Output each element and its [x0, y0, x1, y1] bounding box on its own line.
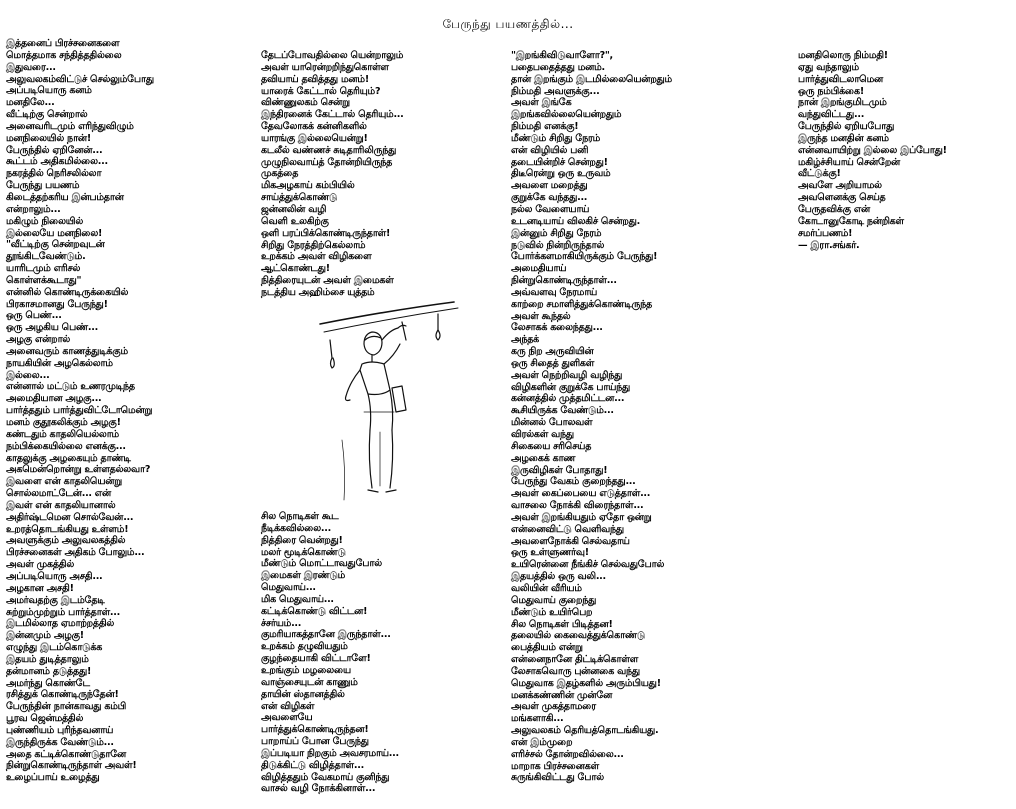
poem-line: மகிழ்ச்சியாய் சென்றேன்	[798, 156, 901, 168]
poem-line: சமர்ப்பணம்!	[798, 227, 853, 239]
poem-line: இல்லையே மனநிலை!	[6, 227, 103, 239]
poem-line: நடுவில் நின்றிருந்தால்	[511, 239, 605, 251]
poem-line: இந்திரனைக் கேட்டால் தெரியும்...	[261, 109, 404, 121]
poem-line: ஒரு நம்பிக்கை!	[798, 85, 864, 97]
poem-line: நிம்மதி அவளுக்கு...	[511, 85, 600, 97]
poem-line: வந்துவிட்டது...	[798, 109, 865, 121]
poem-line: யாரங்கு இல்லையென்று!	[261, 132, 368, 144]
poem-line: அவளே அறியாமல்	[798, 180, 882, 192]
poem-line: தூங்கிடவேண்டும்.	[6, 251, 86, 263]
poem-line: வீட்டிற்கு சென்றால்	[6, 109, 88, 121]
poem-line: முழுநிலவாய்த் தோன்றியிருந்த	[261, 156, 393, 168]
poem-line: லேசாகக் கலைந்தது...	[511, 322, 603, 334]
poem-line: நல்ல வேளையாய்	[511, 203, 590, 215]
poem-line: இல்லை...	[6, 369, 50, 381]
poem-line: மெதுவாக இதழ்களில் அரும்பியது!	[511, 677, 661, 689]
poem-line: உழைப்பாய் உழைத்து	[6, 772, 100, 784]
poem-line: தேவலோகக் கன்னிகளில்	[261, 121, 367, 133]
poem-line: வெளி உலகிற்கு	[261, 215, 329, 227]
poem-line: அவள் கூந்தல்	[511, 310, 571, 322]
poem-line: அவள் முகத்தாமரை	[511, 701, 596, 713]
poem-line: அவளெனக்கு செய்த	[798, 192, 886, 204]
page-title: பேருந்து பயணத்தில்...	[442, 17, 574, 31]
poem-line: சில நொடிகள் பிடித்தன!	[511, 618, 613, 630]
poem-line: கன்னத்தில் முத்தமிட்டன...	[511, 393, 625, 405]
poem-line: என் இம்முறை	[511, 736, 573, 748]
poem-line: அவ்வளவு நேரமாய்	[511, 286, 598, 298]
poem-line: மலர் மூடிக்கொண்டு	[261, 546, 346, 558]
poem-column-4	[798, 50, 947, 251]
poem-line: அவள் முகத்தில்	[6, 559, 75, 571]
poem-line: தான் இறங்கும் இடமில்லையென்றதும்	[511, 73, 672, 85]
poem-line: தன்மானம் தடுத்தது!	[6, 665, 92, 677]
poem-line: அவள் இங்கே	[511, 97, 572, 109]
poem-line: மகிழும் நிலையில்	[6, 215, 83, 227]
poem-line: அழகு என்றால்	[6, 334, 71, 346]
poem-line: கண்டதும் காதலியெல்லாம்	[6, 428, 119, 440]
poem-line: கூசியிருக்க வேண்டும்...	[511, 405, 614, 417]
poem-line: பேருந்தில் ஏறினேன்...	[6, 144, 103, 156]
poem-line: விரல்கள் வந்து	[511, 429, 574, 440]
poem-line: பேருந்தின் நான்காவது கம்பி	[6, 701, 127, 713]
poem-line: தடையின்றிச் சென்றது!	[511, 156, 608, 168]
poem-line: அவள் யாரென்றறிந்துகொள்ள	[261, 61, 389, 73]
poem-line: போர்க்களமாகியிருக்கும் பேருந்து!	[511, 251, 658, 263]
woman-sketch-icon	[302, 300, 482, 505]
poem-line: ஒரு அழகிய பெண்...	[6, 322, 98, 334]
poem-line: இப்படியா நிறகும் அவசரமாய்...	[261, 747, 399, 759]
poem-column-1	[6, 38, 154, 784]
poem-line: சுருங்கிவிட்டது போல்	[511, 772, 604, 784]
poem-line: இதயத்தில் ஒரு வலி...	[511, 571, 606, 583]
poem-line: உறரத்தொடங்கியது உள்ளம்!	[6, 523, 129, 535]
poem-line: அவளையே	[261, 712, 313, 724]
poem-line: சுற்றும்முற்றும் பார்த்தாள்...	[6, 606, 120, 618]
poem-line: நம்பிக்கையில்லை எனக்கு...	[6, 440, 126, 452]
poem-line: மீண்டும் மொட்டாவதுபோல்	[261, 558, 382, 570]
poem-line: பேருந்து வேகம் குறைந்தது...	[511, 476, 636, 488]
poem-line: மனதிலே...	[6, 97, 55, 109]
poem-line: பிரகாசமானது பேருந்து!	[6, 298, 108, 310]
poem-line: அவள் நெற்றிவழி வழிந்து	[511, 369, 623, 381]
poem-line: இருவிழிகள் போதாது!	[511, 464, 608, 476]
poem-line: ஆட்கொண்டது!	[261, 263, 330, 275]
poem-line: பேருதவிக்கு என்	[798, 203, 871, 215]
poem-line: மங்களாகி...	[511, 713, 564, 725]
poem-line: மாறாக பிரச்சனைகள்	[511, 760, 599, 772]
poem-line: அதை கட்டிக்கொண்டுதானே	[6, 748, 127, 760]
poem-line: இன்னும் சிறிது நேரம்	[511, 227, 602, 239]
poem-line: அவளுக்கும் அலுவலகத்தில்	[6, 535, 126, 547]
poem-line: கூட்டம் அதிகமில்லை...	[6, 156, 108, 168]
poem-line: அந்தக்	[511, 334, 540, 346]
poem-line: தேடப்போவதில்லை யென்றாலும்	[261, 50, 404, 61]
poem-line: ஒரு சிதைத் துளிகள்	[511, 357, 595, 369]
poem-line: புண்ணியம் புரிந்தவனாய்	[6, 724, 114, 736]
poem-line: முகத்தை	[261, 168, 299, 180]
poem-line: யாரிடமும் எரிசல்	[6, 263, 81, 275]
poem-line: குழந்தையாகி விட்டாளே!	[261, 653, 371, 665]
poem-line: பைத்தியம் என்று	[511, 642, 583, 654]
poem-line: இதுவரை...	[6, 61, 56, 73]
poem-line: சிறிது நேரத்திற்கெல்லாம்	[261, 239, 366, 251]
poem-line: இமைகள் இரண்டும்	[261, 570, 346, 582]
poem-line: என்னில் கொண்டிருக்கையில்	[6, 286, 129, 298]
poem-line: குறுக்கே வந்தது...	[511, 192, 588, 204]
poem-line: சிகையை சரிசெய்த	[511, 440, 592, 452]
poem-line: மனக்கண்ணின் முன்னே	[511, 689, 613, 701]
poem-line: விண்ணுலகம் சென்று	[261, 97, 350, 109]
poem-line: "வீட்டிற்கு சென்றவுடன்	[6, 239, 105, 251]
poem-line: ஒரு பெண்...	[6, 310, 62, 322]
poem-line: மொத்தமாக சந்தித்ததில்லை	[6, 49, 122, 61]
poem-column-2-top	[261, 50, 404, 299]
poem-line: என்னால் மட்டும் உணரமுடிந்த	[6, 381, 135, 393]
poem-line: "இறங்கிவிடுவாளோ?",	[511, 50, 613, 61]
poem-line: ரசித்துக் கொண்டிருந்தேன்!	[6, 689, 119, 701]
poem-line: அழகைக் காண	[511, 452, 576, 464]
poem-line: இறங்கவில்லையென்றதும்	[511, 109, 622, 121]
poem-line: வாசல் வழி நோக்கினாள்...	[261, 783, 376, 795]
poem-line: இவள் என் காதலியானால்	[6, 499, 116, 511]
poem-line: பூரவ ஜென்மத்தில்	[6, 713, 84, 725]
poem-line: இருந்திருக்க வேண்டும்...	[6, 736, 114, 748]
poem-line: என்றாலும்...	[6, 203, 61, 215]
poem-line: விழித்ததும் வேகமாய் குனிந்து	[261, 771, 390, 783]
poem-line: ச்சர்யம்...	[261, 617, 302, 629]
poem-line: எழுந்து இடம்கொடுக்க	[6, 642, 103, 654]
poem-line: அமைதியான அழகு...	[6, 393, 102, 405]
poem-line: அமர்ந்து கொண்டே	[6, 677, 90, 689]
poem-line: அவள் இறங்கியதும் ஏதோ ஒன்று	[511, 511, 652, 523]
poem-line: பிரச்சனைகள் அதிகம் போலும்...	[6, 547, 145, 559]
poem-line: வாசலை நோக்கி விரைந்தாள்...	[511, 500, 644, 512]
poem-line: ஒரு உள்ளுணர்வு!	[511, 547, 589, 559]
poem-line: லேசாகவொரு புன்னகை வந்து	[511, 665, 640, 677]
poem-line: தாயின் ஸ்தானத்தில்	[261, 688, 345, 700]
poem-line: அவளைநோக்கி செல்வதாய்	[511, 535, 630, 547]
poem-line: உயிரென்னை நீங்கிச் செல்வதுபோல்	[511, 559, 665, 571]
poem-line: பேருந்து பயணம்	[6, 180, 80, 192]
poem-line: ஜன்னலின் வழி	[261, 203, 327, 215]
poem-line: உறங்கும் மழலையை	[261, 664, 351, 676]
poem-column-3	[511, 50, 672, 784]
poem-line: கிடைத்தற்கரிய இன்பம்தான்	[6, 191, 124, 203]
poem-line: பேருந்தில் ஏறியபோது	[798, 121, 895, 133]
poem-line: அலுவலகம் தெரியத்தொடங்கியது.	[511, 725, 659, 737]
poem-line: ஒளி பரப்பிக்கொண்டிருந்தாள்!	[261, 227, 391, 239]
poem-line: நித்திரை வென்றது!	[261, 534, 343, 546]
poem-line: கட்டிக்கொண்டு விட்டன!	[261, 605, 368, 617]
poem-line: என்னைநானே திட்டிக்கொள்ள	[511, 654, 639, 666]
poem-line: சாய்த்துக்கொண்டு	[261, 192, 338, 204]
poem-line: அப்படியொரு அசதி...	[6, 570, 103, 582]
poem-line: அனைவரும் காணத்துடிக்கும்	[6, 345, 128, 357]
poem-line: இவளை என் காதலியென்று	[6, 476, 123, 488]
poem-line: கடலீல் வண்ணச் சுடிதாரிலிருந்து	[261, 144, 397, 156]
poem-line: அழகான அசதி!	[6, 582, 74, 594]
poem-line: அமைதியாய்	[511, 263, 567, 275]
poem-line: மெதுவாய்...	[261, 582, 316, 594]
poem-line: பார்த்துக்கொண்டிருந்தன!	[261, 724, 369, 736]
poem-line: தவியாய் தவித்தது மனம்!	[261, 73, 369, 85]
poem-line: உறக்கம் அவள் விழிகளை	[261, 251, 372, 263]
poem-line: உடனடியாய் விலகிச் சென்றது.	[511, 215, 640, 227]
poem-line: மனதிலொரு நிம்மதி!	[798, 50, 888, 61]
poem-line: — இரா.சங்கர்.	[798, 239, 860, 251]
poem-line: திடீரென்று ஒரு உருவம்	[511, 168, 611, 180]
poem-line: நகரத்தில் நெரிசலில்லா	[6, 168, 102, 180]
poem-line: மின்னல் போலவள்	[511, 417, 593, 429]
poem-line: வாஞ்சையுடன் காணும்	[261, 676, 358, 688]
poem-line: என்னவாயிற்று இல்லை இப்போது!	[798, 144, 947, 156]
poem-line: நீடிக்கவில்லை...	[261, 522, 331, 534]
poem-line: பாறாய்ப் போன பேருந்து	[261, 736, 369, 748]
poem-line: இடமில்லாத ஏமாற்றத்தில்	[6, 618, 115, 630]
poem-line: வலியின் வீரியம்	[511, 582, 582, 594]
poem-line: சொல்லமாட்டேன்... என்	[6, 488, 111, 500]
poem-line: மிகஅழகாய் கம்பியில்	[261, 180, 355, 192]
poem-line: உறக்கம் தழுவியதும்	[261, 641, 348, 653]
poem-line: என்னைவிட்டு வெளிவந்து	[511, 523, 624, 535]
poem-line: மனநிலையில் நான்!	[6, 132, 92, 144]
poem-line: எரிச்சல் தோன்றவில்லை...	[511, 748, 624, 760]
poem-line: நிம்மதி எனக்கு!	[511, 121, 579, 133]
poem-line: அவள் கைப்பையை எடுத்தாள்...	[511, 488, 651, 500]
poem-line: நித்திரையுடன் அவள் இமைகள்	[261, 275, 394, 287]
poem-line: வீட்டுக்கு!	[798, 168, 841, 180]
poem-line: நின்றுகொண்டிருந்தாள்...	[511, 275, 617, 287]
poem-line: நடத்திய அஹிம்சை யுத்தம்	[261, 286, 375, 298]
poem-line: காற்றை சமாளித்துக்கொண்டிருந்த	[511, 298, 652, 310]
poem-line: என் விழியில் பனி	[511, 144, 589, 156]
poem-line: பார்த்துவிடலாமென	[798, 73, 884, 85]
poem-line: காதலுக்கு அழகையும் தாண்டி	[6, 452, 131, 464]
poem-line: திடுக்கிட்டு விழித்தாள்...	[261, 759, 364, 771]
poem-column-2-bottom	[261, 511, 399, 795]
poem-line: அப்படியொரு கனம்	[6, 85, 92, 97]
poem-line: நின்றுகொண்டிருந்தாள் அவள்!	[6, 760, 137, 772]
poem-line: தலையில் கைவைத்துக்கொண்டு	[511, 630, 646, 642]
poem-line: கொள்ளக்கூடாது"	[6, 274, 82, 286]
poem-line: மெதுவாய் குறைந்து	[511, 594, 597, 606]
poem-line: அனைவரிடமும் எரிந்துவிழும்	[6, 120, 134, 132]
poem-line: கரு நிற அருவியின்	[511, 346, 594, 358]
poem-line: அகமென்றொன்று உள்ளதல்லவா?	[6, 464, 151, 476]
poem-line: கோடானுகோடி நன்றிகள்	[798, 215, 904, 227]
poem-line: அவளை மறைத்து	[511, 180, 588, 192]
poem-line: இத்தனைப் பிரச்சனைகளை	[6, 38, 120, 49]
poem-line: இதயம் துடித்தாலும்	[6, 653, 89, 665]
poem-line: மீண்டும் உயிர்பெற	[511, 606, 593, 618]
poem-line: யாரைக் கேட்டால் தெரியும்?	[261, 85, 381, 97]
poem-line: பார்த்ததும் பார்த்துவிட்டோமென்று	[6, 405, 153, 417]
poem-line: மனம் குதூகலிக்கும் அழகு!	[6, 417, 121, 428]
poem-line: அதிர்ஷ்டமென சொல்வேன்...	[6, 511, 134, 523]
poem-line: ஏது வந்தாலும்	[798, 61, 859, 73]
poem-line: சில நொடிகள் கூட	[261, 511, 339, 522]
poem-line: மீண்டும் சிறிது நேரம்	[511, 132, 601, 144]
poem-line: இருந்த மனதின் கனம்	[798, 132, 889, 144]
poem-line: இன்னமும் அழகு!	[6, 630, 84, 642]
poem-line: நாயகியின் அழகெல்லாம்	[6, 357, 113, 369]
poem-line: நான் இறங்குமிடமும்	[798, 97, 887, 109]
poem-line: அமர்வதற்கு இடம்தேடி	[6, 594, 105, 606]
poem-line: பதைபதைத்தது மனம்.	[511, 61, 605, 73]
poem-line: குமரியாகத்தானே இருந்தாள்...	[261, 629, 391, 641]
poem-line: என் விழிகள்	[261, 700, 315, 712]
poem-line: அலுவலகம்விட்டுச் செல்லும்போது	[6, 73, 154, 85]
poem-line: விழிகளின் குறுக்கே பாய்ந்து	[511, 381, 631, 393]
poem-line: மிக மெதுவாய்...	[261, 593, 334, 605]
